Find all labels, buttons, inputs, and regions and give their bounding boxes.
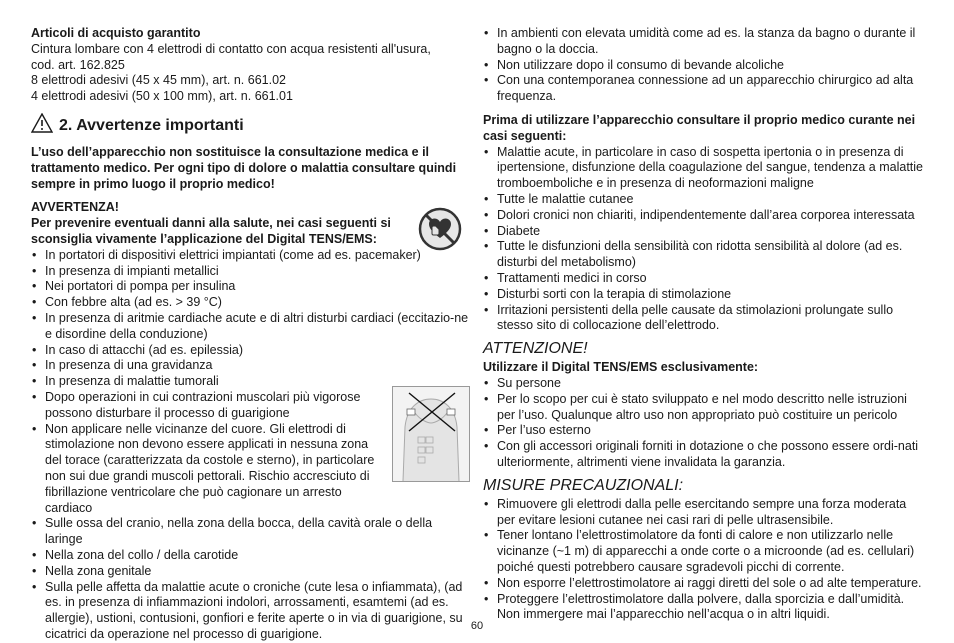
accessories-line: Cintura lombare con 4 elettrodi di contatto con acqua resistenti all'usura, xyxy=(31,41,431,56)
section-heading xyxy=(31,113,471,139)
chest-no-electrodes-icon xyxy=(392,386,470,482)
page-number: 60 xyxy=(470,620,484,632)
list-item: • In ambienti con elevata umidità come ad es. la stanza da bagno o durante il bagno o la doccia. xyxy=(483,26,923,58)
left-column xyxy=(31,26,471,643)
list-item: • Trattamenti medici in corso xyxy=(483,271,923,287)
accessories-block xyxy=(31,26,471,105)
attention-list xyxy=(483,376,923,471)
right-column xyxy=(483,26,923,623)
list-item: • Dopo operazioni in cui contrazioni muscolari più vigorose possono disturbare il processo di guarigione xyxy=(31,390,385,422)
list-item: • Su persone xyxy=(483,376,923,392)
list-item: • In presenza di una gravidanza xyxy=(31,358,471,374)
precautions-title: MISURE PRECAUZIONALI: xyxy=(483,476,684,494)
consult-title: Prima di utilizzare l’apparecchio consultare il proprio medico curante nei casi seguenti: xyxy=(483,112,916,143)
warning-text: Per prevenire eventuali danni alla salute, nei casi seguenti si sconsiglia vivamente l’applicazione del Digital TENS/EMS: xyxy=(31,216,391,246)
list-item: • Nella zona genitale xyxy=(31,564,471,580)
list-item: • Rimuovere gli elettrodi dalla pelle esercitando sempre una forza moderata per evitare lesioni cutanee nei casi rari di pelle ultrasensibile. xyxy=(483,497,923,529)
attention-title: ATTENZIONE! xyxy=(483,340,588,358)
accessories-line: cod. art. 162.825 xyxy=(31,57,125,72)
list-item: • Non utilizzare dopo il consumo di bevande alcoliche xyxy=(483,58,923,74)
list-item: • Non applicare nelle vicinanze del cuore. Gli elettrodi di stimolazione non devono essere applicati in nessuna zona del torace (caratterizzata da costole e sterno), in particolare non sui due grandi muscoli pettorali. Rischio accresciuto di fibrillazione ventricolare che può cagionare un arresto cardiaco xyxy=(31,422,385,517)
list-item: • Sulla pelle affetta da malattie acute o croniche (cute lesa o infiammata), (ad es. in presenza di infiammazioni indolori, arrossamenti, esamtemi (ad es. allergie), ustioni, contusioni, gonfiori e ferite aperte o in via di guarigione, su cicatrici da operazione nel processo di guarigione. xyxy=(31,580,471,643)
list-item: • Non esporre l’elettrostimolatore ai raggi diretti del sole o ad alte temperature. xyxy=(483,576,923,592)
environment-list xyxy=(483,26,923,105)
list-item: • Malattie acute, in particolare in caso di sospetta ipertonia o in presenza di ipertensione, disfunzione della coagulazione del sangue, tendenza a malattie tromboemboliche e in presenza di neoformazioni maligne xyxy=(483,145,923,192)
list-item: • Diabete xyxy=(483,224,923,240)
list-item: • In caso di attacchi (ad es. epilessia) xyxy=(31,343,471,359)
list-item: • In presenza di malattie tumorali xyxy=(31,374,471,390)
list-item: • Proteggere l’elettrostimolatore dalla polvere, dalla sporcizia e dall’umidità. Non immergere mai l’apparecchio nell’acqua o in altri liquidi. xyxy=(483,592,923,624)
list-item: • In presenza di aritmie cardiache acute e di altri disturbi cardiaci (eccitazio-ne e disordine della conduzione) xyxy=(31,311,471,343)
warning-triangle-icon xyxy=(31,113,53,139)
attention-subtitle: Utilizzare il Digital TENS/EMS esclusivamente: xyxy=(483,360,759,375)
list-item: • In portatori di dispositivi elettrici impiantati (come ad es. pacemaker) xyxy=(31,248,471,264)
list-item: • Disturbi sorti con la terapia di stimolazione xyxy=(483,287,923,303)
list-item: • Per lo scopo per cui è stato sviluppato e nel modo descritto nelle istruzioni per l’uso. Qualunque altro uso non appropriato può costituire un pericolo xyxy=(483,392,923,424)
intro-text: L’uso dell’apparecchio non sostituisce la consultazione medica e il trattamento medico. Per ogni tipo di dolore o malattia consultare quindi sempre in primo luogo il proprio medico! xyxy=(31,144,457,191)
list-item: • Nella zona del collo / della carotide xyxy=(31,548,471,564)
list-item: • Per l’uso esterno xyxy=(483,423,923,439)
consult-list xyxy=(483,145,923,335)
section-title: 2. Avvertenze importanti xyxy=(59,116,244,134)
list-item: • Tener lontano l’elettrostimolatore da fonti di calore e non utilizzarlo nelle vicinanze (~1 m) di apparecchi a onde corte o a microonde (ad es. cellulari) poiché questi potrebbero causare sgradevoli picchi di corrente. xyxy=(483,528,923,575)
list-item: • Con febbre alta (ad es. > 39 °C) xyxy=(31,295,471,311)
accessories-line: 4 elettrodi adesivi (50 x 100 mm), art. n. 661.01 xyxy=(31,89,293,104)
list-item: • Dolori cronici non chiariti, indipendentemente dall’area corporea interessata xyxy=(483,208,923,224)
list-item: • Nei portatori di pompa per insulina xyxy=(31,279,471,295)
list-item: • Irritazioni persistenti della pelle causate da stimolazioni prolungate sullo stesso sito di collocazione dell’elettrodo. xyxy=(483,303,923,335)
list-item: • Tutte le malattie cutanee xyxy=(483,192,923,208)
accessories-title: Articoli di acquisto garantito xyxy=(31,26,201,40)
precautions-list xyxy=(483,497,923,623)
list-item: • Con gli accessori originali forniti in dotazione o che possono essere ordi-nati ulteriormente, altrimenti viene invalidata la garanzia. xyxy=(483,439,923,471)
no-pacemaker-icon xyxy=(418,207,462,251)
warning-label: AVVERTENZA! xyxy=(31,200,119,215)
accessories-line: 8 elettrodi adesivi (45 x 45 mm), art. n. 661.02 xyxy=(31,73,286,88)
list-item: • In presenza di impianti metallici xyxy=(31,264,471,280)
list-item: • Con una contemporanea connessione ad un apparecchio chirurgico ad alta frequenza. xyxy=(483,73,923,105)
list-item: • Sulle ossa del cranio, nella zona della bocca, della cavità orale o della laringe xyxy=(31,516,471,548)
list-item: • Tutte le disfunzioni della sensibilità con ridotta sensibilità al dolore (ad es. disturbi del metabolismo) xyxy=(483,239,923,271)
